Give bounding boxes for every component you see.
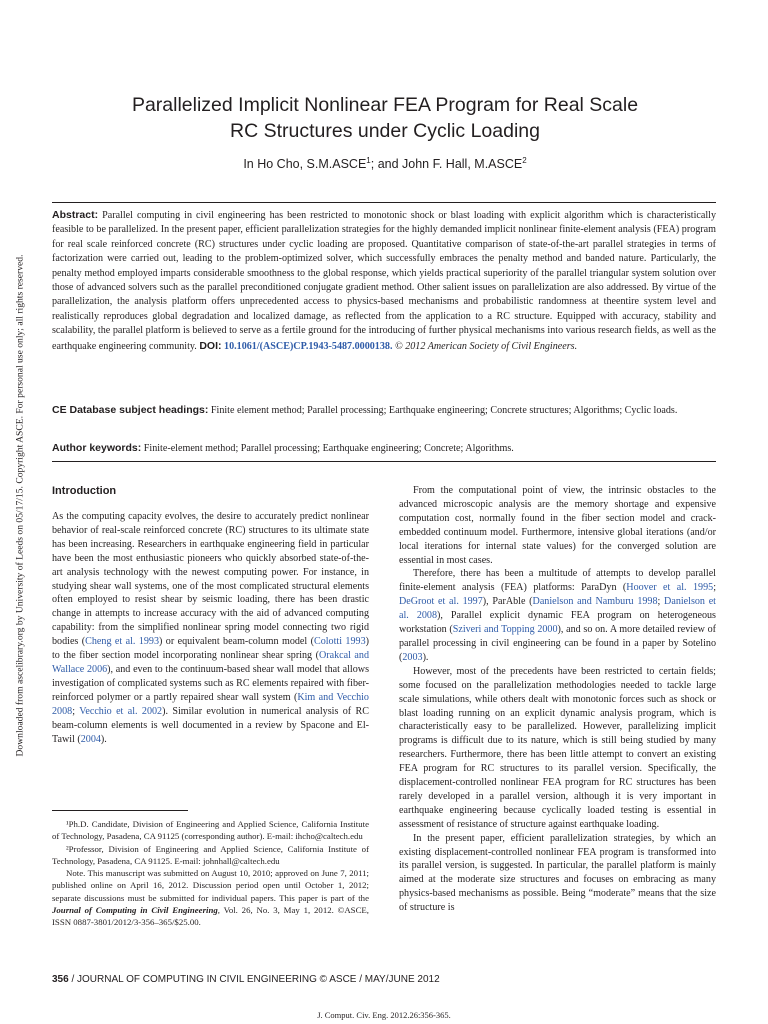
citation-line: J. Comput. Civ. Eng. 2012.26:356-365.	[317, 1010, 451, 1020]
body-text: ).	[422, 651, 429, 663]
right-paragraph-4: In the present paper, efficient parallelization strategies, by which an existing displacement-controlled nonlinear FEA program is transformed into its parallel version, is suggested. In particular, the parallel platform is mainly aimed at the moderate size structures and focuses on embracing as many physics-based mechanisms as possible. Being “moderate” means that the size of structure is	[399, 832, 716, 914]
footnote-2: ²Professor, Division of Engineering and Applied Science, California Institute of Technology, Pasadena, CA 91125. E-mail: johnhall@caltech.edu	[52, 843, 369, 866]
author-1: In Ho Cho, S.M.ASCE	[243, 157, 367, 172]
footer-journal: / JOURNAL OF COMPUTING IN CIVIL ENGINEERING © ASCE / MAY/JUNE 2012	[68, 974, 440, 985]
footnote-1: ¹Ph.D. Candidate, Division of Engineering and Applied Science, California Institute of Technology, Pasadena, CA 91125 (corresponding author). E-mail: ihcho@caltech.edu	[52, 819, 369, 842]
running-footer	[52, 974, 440, 985]
section-heading-introduction: Introduction	[52, 485, 117, 497]
copyright: © 2012 American Society of Civil Engineers.	[395, 340, 578, 352]
ref-kim-2008[interactable]: Kim and Vecchio 2008	[52, 691, 369, 717]
paper-title	[40, 92, 730, 144]
footnotes	[52, 818, 369, 929]
note-text: Note. This manuscript was submitted on August 10, 2010; approved on June 7, 2011; published online on April 16, 2012. Discussion period open until October 1, 2012; separate discussions must be submitted for individual papers. This paper is part of the	[52, 868, 369, 903]
subject-headings	[52, 403, 716, 418]
doi-label: DOI:	[199, 339, 222, 352]
right-paragraph-3: However, most of the precedents have been restricted to certain fields; some focused on the parallelization methodologies needed to tackle large scale simulations, while others dealt with monotonic forces such as shock or blast loading running on an explicit dynamic analysis program, which is characteristically easy to be parallelized. However, parallelizing implicit programs is difficult due to its nature, which is still being studied by many researchers. Furthermore, there has been little attempt to convert an existing FEA program for RC structures to its parallel version. Specifically, the displacement-controlled nonlinear FEA program for RC structures has been rarely developed in a parallel version, although it is very important in earthquake engineering because cyclically loaded testing is essential in assessment of resistance of structure against earthquake loading.	[399, 665, 716, 830]
ref-orakcal-2006[interactable]: Orakcal and Wallace 2006	[52, 650, 370, 675]
subject-headings-label: CE Database subject headings:	[52, 404, 209, 416]
footnote-rule	[52, 810, 188, 811]
note-text: , Vol. 26, No. 3, May 1, 2012. ©ASCE, ISSN 0887-3801/2012/3-356–365/$25.00.	[52, 905, 370, 928]
journal-name: Journal of Computing in Civil Engineering	[52, 905, 218, 916]
title-line-1: Parallelized Implicit Nonlinear FEA Program for Real Scale	[131, 94, 639, 116]
author-2-footnote-marker[interactable]: 2	[522, 156, 527, 165]
right-paragraph-1: From the computational point of view, the intrinsic obstacles to the advanced microscopic analysis are the memory shortage and expensive computation cost, normally found in the fiber section model and crack-embedded continuum model. Furthermore, intensive global iterations (and/or local iterations for internal state values) for the converged solution are essential in most cases.	[399, 485, 716, 566]
body-text: ), and so on. A more detailed review of parallel processing in civil engineering can be found in a paper by Sotelino (	[399, 624, 716, 663]
page-number: 356	[52, 974, 69, 985]
body-text: ;	[657, 596, 665, 608]
right-paragraph-2	[399, 567, 716, 664]
author-keywords-label: Author keywords:	[52, 442, 142, 454]
doi-link[interactable]: 10.1061/(ASCE)CP.1943-5487.0000138.	[224, 340, 393, 352]
author-keywords-text: Finite-element method; Parallel processing; Earthquake engineering; Concrete; Algorithms.	[141, 443, 514, 454]
ref-danielson-2008[interactable]: Danielson et al. 2008	[399, 596, 716, 622]
abstract-label: Abstract:	[52, 209, 99, 221]
ref-degroot-1997[interactable]: DeGroot et al. 1997	[399, 596, 483, 608]
body-text: ;	[72, 705, 80, 717]
subject-headings-text: Finite element method; Parallel processing; Earthquake engineering; Concrete structures; Algorithms; Cyclic loads.	[208, 405, 678, 416]
ref-cheng-1993[interactable]: Cheng et al. 1993	[85, 636, 160, 648]
author-separator: ; and John F. Hall, M.ASCE	[370, 157, 523, 172]
body-text: Therefore, there has been a multitude of attempts to develop parallel finite-element analysis (FEA) platforms: ParaDyn (	[399, 568, 716, 594]
body-text: ). Similar evolution in numerical analysis of RC beam-column elements is well documented in a review by Spacone and El-Tawil (	[52, 705, 370, 745]
ref-hoover-1995[interactable]: Hoover et al. 1995	[626, 582, 714, 594]
body-text: ;	[713, 582, 716, 594]
submission-note	[52, 867, 369, 928]
ref-sotelino-2003[interactable]: 2003	[402, 651, 423, 663]
body-text: ).	[100, 733, 107, 745]
keywords-bottom-rule	[52, 461, 716, 462]
body-text: ), Parallel explicit dynamic FEA program on heterogeneous workstation (	[399, 610, 716, 636]
author-keywords	[52, 441, 716, 456]
body-text: ) to the fiber section model incorporating nonlinear shear spring (	[52, 636, 369, 662]
left-column	[52, 484, 369, 746]
author-1-footnote-marker[interactable]: 1	[366, 156, 371, 165]
author-line	[40, 156, 730, 171]
right-column	[399, 484, 716, 915]
body-text: ), and even to the continuum-based shear wall model that allows investigation of complicated systems such as RC elements repaired with fiber-reinforced polymer or a partly repaired shear wall system (	[52, 663, 370, 703]
title-line-2: RC Structures under Cyclic Loading	[230, 120, 540, 142]
body-text: ) or equivalent beam-column model (	[159, 636, 314, 648]
abstract-top-rule	[52, 202, 716, 203]
ref-danielson-1998[interactable]: Danielson and Namburu 1998	[532, 596, 658, 608]
body-text: ), ParAble (	[482, 596, 533, 608]
ref-spacone-2004[interactable]: 2004	[80, 733, 101, 745]
download-watermark: Downloaded from ascelibrary.org by University of Leeds on 05/17/15. Copyright ASCE. For personal use only; all rights reserved.	[14, 254, 26, 757]
ref-sziveri-2000[interactable]: Sziveri and Topping 2000	[452, 624, 558, 636]
body-text: As the computing capacity evolves, the desire to accurately predict nonlinear behavior of real-scale reinforced concrete (RC) structures to its ultimate state has been increasing. Researchers in earthquake engineering field in particular have been the most enthusiastic pioneers who quickly absorbed state-of-the-art analysis technology with the newest computing power. For instance, in studying shear wall systems, one of the most complicated structural elements often employed to resist shear by seismic loading, there has been drastic change in attempts to increase accuracy with the aid of advanced computing capability: from the simplified nonlinear spring model connecting two rigid bodies (	[52, 511, 369, 648]
ref-colotti-1993[interactable]: Colotti 1993	[313, 636, 366, 648]
ref-vecchio-2002[interactable]: Vecchio et al. 2002	[79, 705, 163, 717]
abstract-text: Parallel computing in civil engineering has been restricted to monotonic shock or blast loading with explicit algorithm which is characteristically feasible to be parallelized. In the present paper, efficient parallelization strategies for the highly demanded implicit nonlinear finite-element analysis (FEA) program for real scale reinforced concrete (RC) structures under cyclic loading are proposed. Quantitative comparison of state-of-the-art parallel strategies in terms of factorization were carried out, leading to the problem-optimized solver, which successfully embraces the penalty method and banded nature. Particularly, the penalty method employed imparts considerable smoothness to the global response, which yields practical superiority of the parallel triangular system solution over those of advanced solvers such as the parallel preconditioned conjugate gradient method. Other salient issues on parallelization are also addressed. By virtue of the parallelization, the analysis platform offers unprecedented access to physics-based mechanisms and probabilistic randomness at theentire system level and realistically reproduces global degradation and localized damage, as reflected from the application to a RC structure. Equipped with accuracy, stability and scalability, the parallel platform is believed to serve as a fertile ground for the introducing of further physical mechanisms into various research fields, as well as the earthquake engineering community.	[52, 210, 716, 352]
intro-paragraph-1	[52, 510, 369, 746]
abstract	[52, 208, 716, 354]
